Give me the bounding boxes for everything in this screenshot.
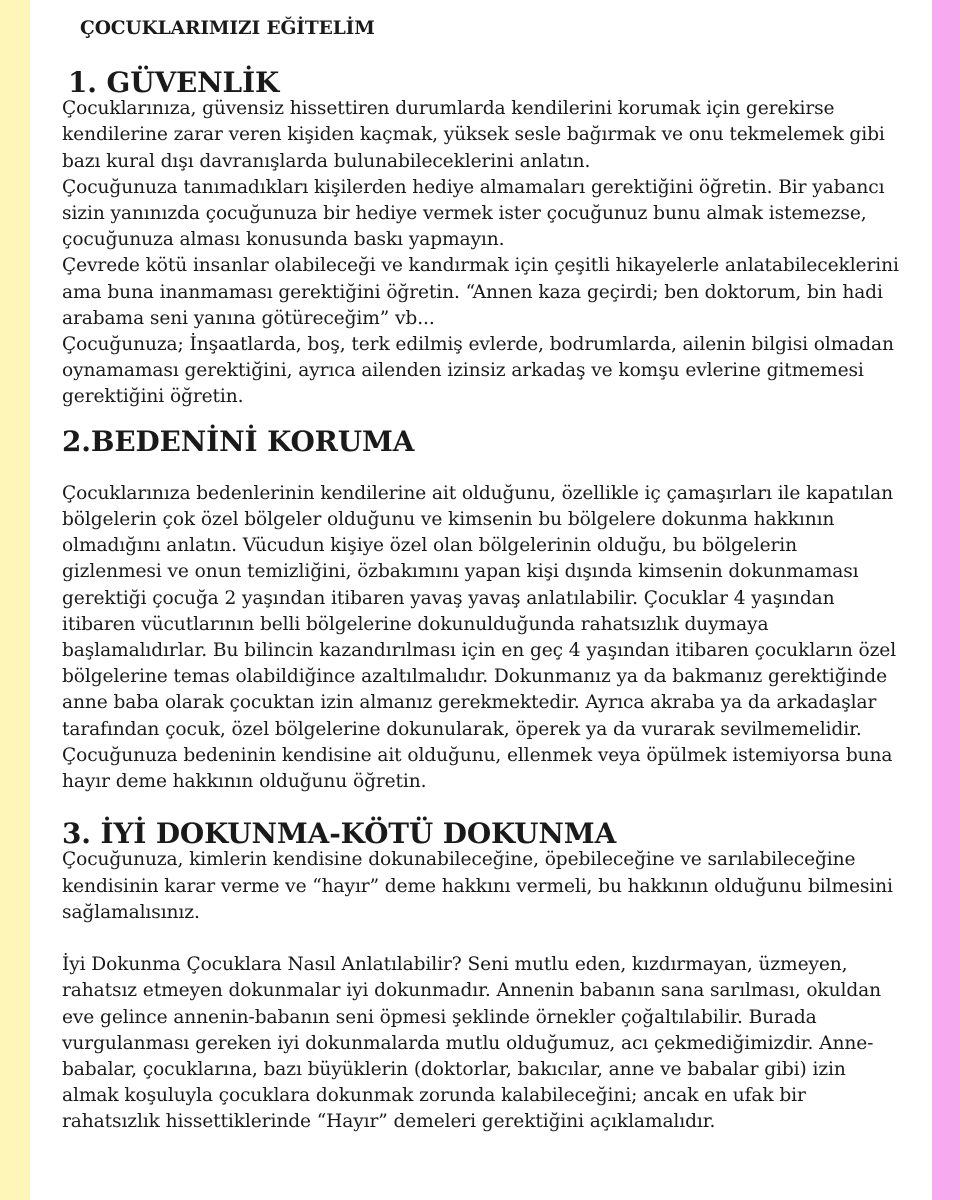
paragraph: Çocuklarınıza, güvensiz hissettiren durumlarda kendilerini korumak için gerekirse kendilerine zarar veren kişiden kaçmak, yüksek sesle bağırmak ve onu tekmelemek gibi bazı kural dışı davranışlarda bulunabileceklerini anlatın. (62, 98, 885, 172)
document-content (62, 16, 902, 1136)
paragraph: Çocuğunuza; İnşaatlarda, boş, terk edilmiş evlerde, bodrumlarda, ailenin bilgisi olmadan oynamaması gerektiğini, ayrıca ailenden izinsiz arkadaş ve komşu evlerine gitmemesi gerektiğini öğretin. (62, 334, 894, 408)
section-heading: 2.BEDENİNİ KORUMA (62, 424, 415, 458)
paragraph: İyi Dokunma Çocuklara Nasıl Anlatılabilir? Seni mutlu eden, kızdırmayan, üzmeyen, rahatsız etmeyen dokunmalar iyi dokunmadır. Annenin babanın sana sarılması, okuldan eve gelince annenin-babanın seni öpmesi şeklinde örnekler çoğaltılabilir. Burada vurgulanması gereken iyi dokunmalarda mutlu olduğumuz, acı çekmediğimizdir. Anne-babalar, çocuklarına, bazı büyüklerin (doktorlar, bakıcılar, anne ve babalar gibi) izin almak koşuluyla çocuklara dokunmak zorunda kalabileceğini; ancak en ufak bir rahatsızlık hissettiklerinde “Hayır” demeleri gerektiğini açıklamalıdır. (62, 954, 881, 1133)
section-heading: 3. İYİ DOKUNMA-KÖTÜ DOKUNMA (62, 817, 617, 851)
paragraph: Çocuğunuza, kimlerin kendisine dokunabileceğine, öpebileceğine ve sarılabileceğine kendisinin karar verme ve “hayır” deme hakkını vermeli, bu hakkının olduğunu bilmesini sağlamalısınız. (62, 849, 893, 923)
section-heading: 1. GÜVENLİK (68, 66, 280, 99)
section-guvenlik (62, 66, 902, 411)
left-color-stripe (0, 0, 30, 1200)
document-title: ÇOCUKLARIMIZI EĞİTELİM (80, 18, 375, 39)
paragraph: Çocuğunuza tanımadıkları kişilerden hediye almamaları gerektiğini öğretin. Bir yabancı sizin yanınızda çocuğunuza bir hediye vermek ister çocuğunuz bunu almak istemezse, çocuğunuza alması konusunda baskı yapmayın. (62, 176, 885, 251)
paragraph: Çevrede kötü insanlar olabileceği ve kandırmak için çeşitli hikayelerle anlatabileceklerini ama buna inanmaması gerektiğini öğretin. “Annen kaza geçirdi; ben doktorum, bin hadi arabama seni yanına götüreceğim” vb... (62, 255, 899, 329)
section-iyi-dokunma-kotu-dokunma (62, 817, 902, 1135)
right-color-stripe (932, 0, 960, 1200)
paragraph: Çocuklarınıza bedenlerinin kendilerine ait olduğunu, özellikle iç çamaşırları ile kapatılan bölgelerin çok özel bölgeler olduğunu ve kimsenin bu bölgelere dokunma hakkının olmadığını anlatın. Vücudun kişiye özel olan bölgelerinin olduğu, bu bölgelerin gizlenmesi ve onun temizliğini, özbakımını yapan kişi dışında kimsenin dokunmaması gerektiği çocuğa 2 yaşından itibaren yavaş yavaş anlatılabilir. Çocuklar 4 yaşından itibaren vücutlarının belli bölgelerine dokunulduğunda rahatsızlık duymaya başlamalıdırlar. Bu bilincin kazandırılması için en geç 4 yaşından itibaren çocukların özel bölgelerine temas olabildiğince azaltılmalıdır. Dokunmanız ya da bakmanız gerektiğinde anne baba olarak çocuktan izin almanız gerekmektedir. Ayrıca akraba ya da arkadaşlar tarafından çocuk, özel bölgelerine dokunularak, öperek ya da vurarak sevilmemelidir. Çocuğunuza bedeninin kendisine ait olduğunu, ellenmek veya öpülmek istemiyorsa buna hayır deme hakkının olduğunu öğretin. (62, 482, 897, 793)
section-bedenini-koruma (62, 424, 902, 796)
